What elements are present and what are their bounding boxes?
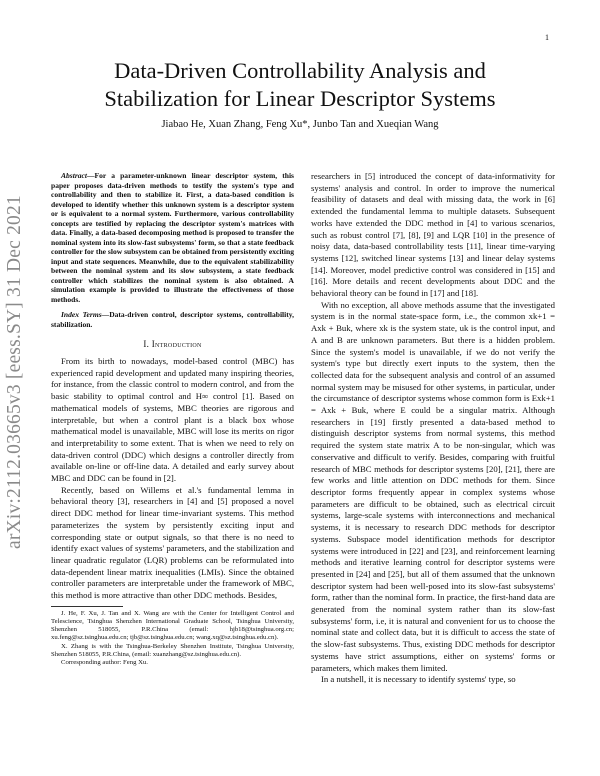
index-terms bbox=[51, 310, 294, 329]
paper-title: Data-Driven Controllability Analysis and Stabilization for Linear Descriptor Systems bbox=[104, 58, 496, 111]
section-title: Introduction bbox=[151, 339, 202, 349]
footnote-divider bbox=[51, 606, 123, 607]
footnotes bbox=[51, 610, 294, 667]
left-body bbox=[51, 356, 294, 602]
paragraph: researchers in [5] introduced the concept of data-informativity for systems' analysis and control. In order to improve the numerical feasibility of datasets and deal with missing data, the work in [6] extended the fundamental lemma to multiple datasets. Subsequent works have extended the DDC method in [4] to various scenarios, such as robust control [7], [8], [9] and LQR [10] in the presence of noisy data, data-based controllability tests [11], linear time-varying systems [12], switched linear systems [13] and linear delay systems [14]. Moreover, model predictive control was considered in [15] and [16]. More details and recent developments about DDC and the behavioral theory can be found in [17] and [18]. bbox=[311, 171, 555, 299]
page-number: 1 bbox=[545, 33, 549, 42]
arxiv-stamp: arXiv:2112.03665v3 [eess.SY] 31 Dec 2021 bbox=[4, 195, 25, 549]
footnote: J. He, F. Xu, J. Tan and X. Wang are with the Center for Intelligent Control and Telescience, Tsinghua Shenzhen International Graduate School, Tsinghua University, Shenzhen 518055, P.R.China (email: hjb18@tsinghua.org.cn; xu.feng@sz.tsinghua.edu.cn; tjb@sz.tsinghua.edu.cn; wang.xq@sz.tsinghua.edu.cn). bbox=[51, 609, 294, 642]
abstract-text: —For a parameter-unknown linear descriptor system, this paper proposes data-driven methods to testify the system's type and controllability and then to stabilize it. First, a data-based condition is developed to identify whether this unknown system is a descriptor system or is equivalent to a normal system. Furthermore, various controllability concepts are testified by replacing the descriptor system's matrices with data. Finally, a data-based decomposing method is proposed to transfer the nominal system into its slow-fast subsystems' form, so that a state feedback controller for the slow subsystem can be obtained from persistently exciting input and state sequences. Meanwhile, due to the equivalent stabilizability between the nominal system and its slow subsystem, a state feedback controller which stabilizes the nominal system is also obtained. A simulation example is provided to illustrate the effectiveness of those methods. bbox=[51, 171, 294, 304]
right-column bbox=[311, 171, 555, 686]
abstract-label: Abstract bbox=[61, 171, 87, 180]
author-list: Jiabao He, Xuan Zhang, Feng Xu*, Junbo Tan and Xueqian Wang bbox=[161, 119, 439, 130]
footnote: Corresponding author: Feng Xu. bbox=[61, 658, 148, 666]
right-body bbox=[311, 171, 555, 686]
index-terms-text: —Data-driven control, descriptor systems, controllability, stabilization. bbox=[51, 310, 294, 329]
footnote: X. Zhang is with the Tsinghua-Berkeley Shenzhen Institute, Tsinghua University, Shenzhen 518055, P.R.China, (email: xuanzhang@sz.tsinghua.edu.cn). bbox=[51, 642, 294, 658]
abstract bbox=[51, 171, 294, 304]
paragraph: With no exception, all above methods assume that the investigated system is in the normal state-space form, i.e., the common xk+1 = Axk + Buk, where xk is the system state, uk is the control input, and A and B are unknown parameters. But there is a hidden problem. Since the system's model is unavailable, if we do not verify the system's type but directly exert inputs to the system, then the collected data for the subsequent analysis and control of an assumed normal system may be misused for other systems, in particular, under the circumstance of descriptor systems whose common form is Exk+1 = Axk + Buk, where E could be a singular matrix. Although researchers in [19] firstly presented a data-based method to distinguish descriptor systems from normal systems, this method required the system state matrix A to be non-singular, which was conservative and difficult to verify. Besides, comparing with fruitful research of MBC methods for descriptor systems [20], [21], there are few works and little attention on DDC methods for them. Since descriptor forms frequently appear in complex systems whose parameters are difficult to be obtained, such as electrical circuit systems, large-scale systems with interconnections and mechanical systems, it is necessary to research DDC methods for descriptor systems. Subspace model identification methods for descriptor systems were introduced in [22] and [23], and reinforcement learning methods and iterative learning control for descriptor systems were presented in [24] and [25], but all of them assumed that the unknown descriptor system had been well-posed into its slow-fast subsystems' form, rather than the nominal form. In practice, the first-hand data are generated from the nominal system rather than its slow-fast subsystems' form, i.e, it is natural and convenient for us to choose the nominal state and collect data, but it is difficult to access the state of the slow-fast subsystems. Thus, existing DDC methods for descriptor systems have strict assumptions, either on systems' forms or parameters, which makes them limited. bbox=[311, 299, 555, 673]
section-heading-introduction bbox=[51, 339, 294, 349]
left-column bbox=[51, 171, 294, 667]
section-number: I. bbox=[143, 339, 150, 349]
paragraph: In a nutshell, it is necessary to identify systems' type, so bbox=[321, 674, 516, 685]
paragraph: From its birth to nowadays, model-based control (MBC) has experienced rapid development and updated many inspiring theories, for instance, from the classic control to modern control, and from the basic stability to optimal control and H∞ control [1]. Based on mathematical models of systems, MBC theories are rigorous and interpretable, but when a control plant is a black box whose mathematical model is unavailable, MBC will lose its merits on rigor and interpretability to some extent. That is when we need to rely on data-driven control (DDC) which designs a controller directly from available on-line or off-line data. A detailed and early survey about MBC and DDC can be found in [2]. bbox=[51, 356, 294, 484]
index-terms-label: Index Terms bbox=[61, 310, 102, 319]
paragraph: Recently, based on Willems et al.'s fundamental lemma in behavioral theory [3], researchers in [4] and [5] proposed a novel direct DDC method for linear time-invariant systems. This method parameterizes the system by persistently exciting input and corresponding state or output signals, so that there is no need to identify exact values of systems' parameters, and the stabilization and linear quadratic regulator (LQR) problems can be reformulated into data-dependent linear matrix inequalities (LMIs). Since the obtained controller parameters are interpretable under the framework of MBC, this method is more attractive than other DDC methods. Besides, bbox=[51, 484, 294, 601]
